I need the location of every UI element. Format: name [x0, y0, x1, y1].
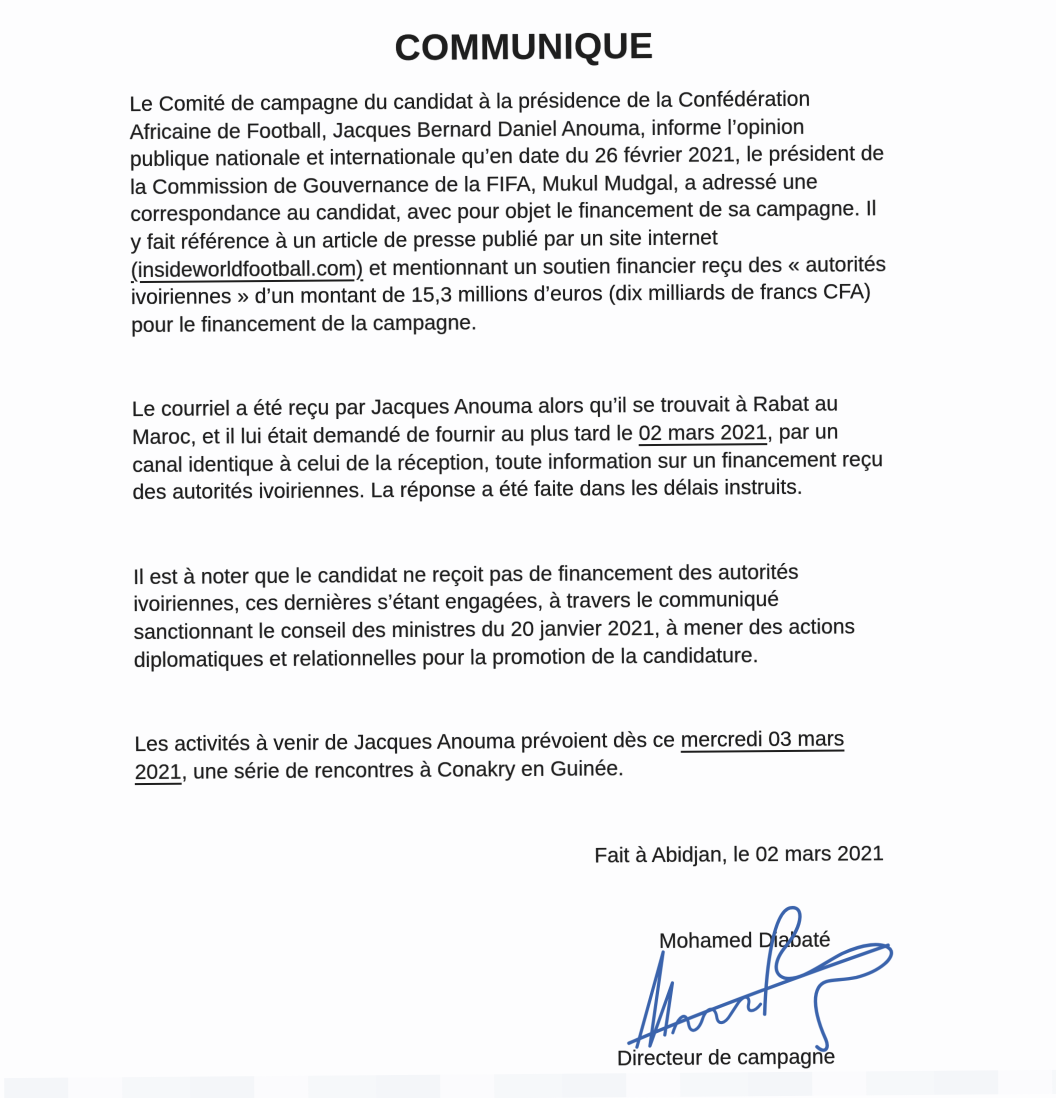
document-title: COMMUNIQUE [394, 24, 654, 69]
text-segment: publique nationale et internationale qu’en date du 26 février 2021, le président de [129, 142, 885, 172]
text-segment: correspondance au candidat, avec pour objet le financement de sa campagne. Il [130, 197, 877, 227]
signer-name: Mohamed Diabaté [658, 928, 831, 953]
text-segment: ivoiriennes, ces dernières s’étant engagées, à travers le communiqué [133, 588, 780, 617]
paragraph [133, 557, 954, 674]
text-segment: , par un [767, 420, 839, 445]
text-segment: sanctionnant le conseil des ministres du 20 janvier 2021, à mener des actions [133, 615, 856, 645]
underlined-text: mercredi 03 mars [680, 727, 845, 752]
text-segment: la Commission de Gouvernance de la FIFA, Mukul Mudgal, a adressé une [130, 170, 818, 199]
text-segment: et mentionnant un soutien financier reçu des « autorités [362, 252, 887, 280]
text-segment: Il est à noter que le candidat ne reçoit pas de financement des autorités [133, 560, 799, 589]
underlined-text: 02 mars 2021 [638, 421, 768, 446]
paragraph [132, 390, 953, 507]
paragraph-line [132, 473, 952, 507]
document-body [129, 85, 955, 844]
text-segment: Africaine de Football, Jacques Bernard Daniel Anouma, informe l’opinion [129, 115, 805, 144]
text-segment: Le courriel a été reçu par Jacques Anouma alors qu’il se trouvait à Rabat au [131, 392, 839, 422]
paragraph-line [134, 640, 954, 674]
text-segment: diplomatiques et relationnelles pour la promotion de la candidature. [133, 643, 759, 672]
dateline: Fait à Abidjan, le 02 mars 2021 [594, 842, 885, 868]
scan-artifact-strip [4, 1070, 1056, 1098]
paragraph-line [131, 305, 951, 339]
paragraph-line [135, 752, 955, 786]
text-segment: Les activités à venir de Jacques Anouma prévoient dès ce [134, 728, 681, 757]
underlined-text: 2021 [134, 760, 182, 784]
handwritten-signature-icon [613, 893, 916, 1067]
underlined-text: (insideworldfootball.com) [130, 256, 364, 282]
text-segment: , une série de rencontres à Conakry en Guinée. [181, 756, 624, 784]
text-segment: y fait référence à un article de presse publié par un site internet [130, 226, 718, 255]
text-segment: canal identique à celui de la réception, toute information sur un financement reçu [132, 447, 884, 477]
paragraph [129, 85, 951, 340]
text-segment: Le Comité de campagne du candidat à la présidence de la Confédération [129, 87, 811, 117]
text-segment: ivoiriennes » d’un montant de 15,3 millions d’euros (dix milliards de francs CFA) [130, 280, 872, 310]
signer-role: Directeur de campagne [616, 1045, 836, 1071]
text-segment: Maroc, et il lui était demandé de fournir au plus tard le [132, 422, 639, 450]
paragraph [134, 725, 954, 787]
text-segment: des autorités ivoiriennes. La réponse a été faite dans les délais instruits. [132, 475, 803, 505]
text-segment: pour le financement de la campagne. [131, 311, 477, 337]
